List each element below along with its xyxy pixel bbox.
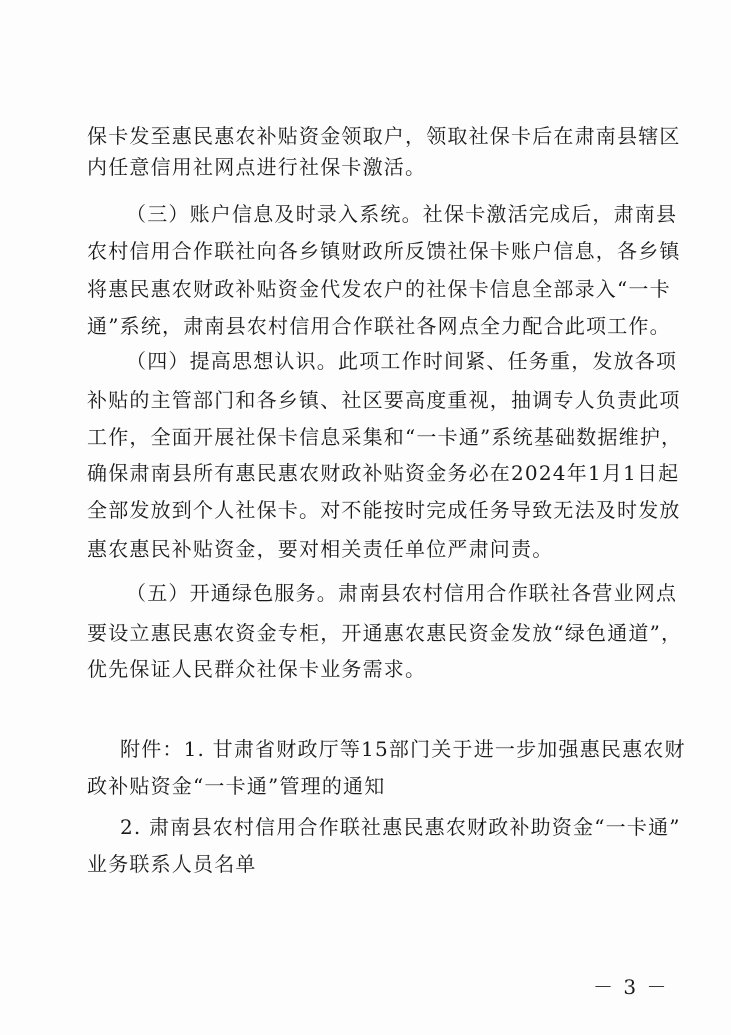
body-text-line: 确保肃南县所有惠民惠农财政补贴资金务必在2024年1月1日起: [87, 461, 680, 485]
body-text-line: 保卡发至惠民惠农补贴资金领取户，领取社保卡后在肃南县辖区: [87, 124, 681, 148]
body-text-line: 补贴的主管部门和各乡镇、社区要高度重视，抽调专人负责此项: [87, 388, 681, 412]
body-text-line: 优先保证人民群众社保卡业务需求。: [87, 657, 427, 681]
attachment-one-line: 附件：1. 甘肃省财政厅等15部门关于进一步加强惠民惠农财: [120, 737, 686, 761]
body-text-line: 全部发放到个人社保卡。对不能按时完成任务导致无法及时发放: [87, 498, 681, 522]
body-text-line: 将惠民惠农财政补贴资金代发农户的社保卡信息全部录入“一卡: [87, 277, 671, 301]
section-three-line: （三）账户信息及时录入系统。社保卡激活完成后，肃南县: [126, 202, 678, 226]
body-text-line: 通”系统，肃南县农村信用合作联社各网点全力配合此项工作。: [87, 314, 671, 338]
body-text-line: 农村信用合作联社向各乡镇财政所反馈社保卡账户信息，各乡镇: [87, 239, 681, 263]
body-text-line: 工作，全面开展社保卡信息采集和“一卡通”系统基础数据维护，: [87, 425, 683, 449]
body-text-line: 要设立惠民惠农资金专柜，开通惠农惠民资金发放“绿色通道”，: [87, 621, 683, 645]
body-text-line: 惠农惠民补贴资金，要对相关责任单位严肃问责。: [87, 537, 554, 561]
attachment-two-line: 2. 肃南县农村信用合作联社惠民惠农财政补助资金“一卡通”: [120, 815, 681, 839]
body-text-line: 内任意信用社网点进行社保卡激活。: [87, 155, 427, 179]
section-four-line: （四）提高思想认识。此项工作时间紧、任务重，发放各项: [126, 349, 678, 373]
page-number: － 3 －: [593, 975, 669, 999]
section-five-line: （五）开通绿色服务。肃南县农村信用合作联社各营业网点: [126, 581, 678, 605]
attachment-one-continuation: 政补贴资金“一卡通”管理的通知: [87, 774, 386, 798]
attachment-two-continuation: 业务联系人员名单: [87, 852, 257, 876]
